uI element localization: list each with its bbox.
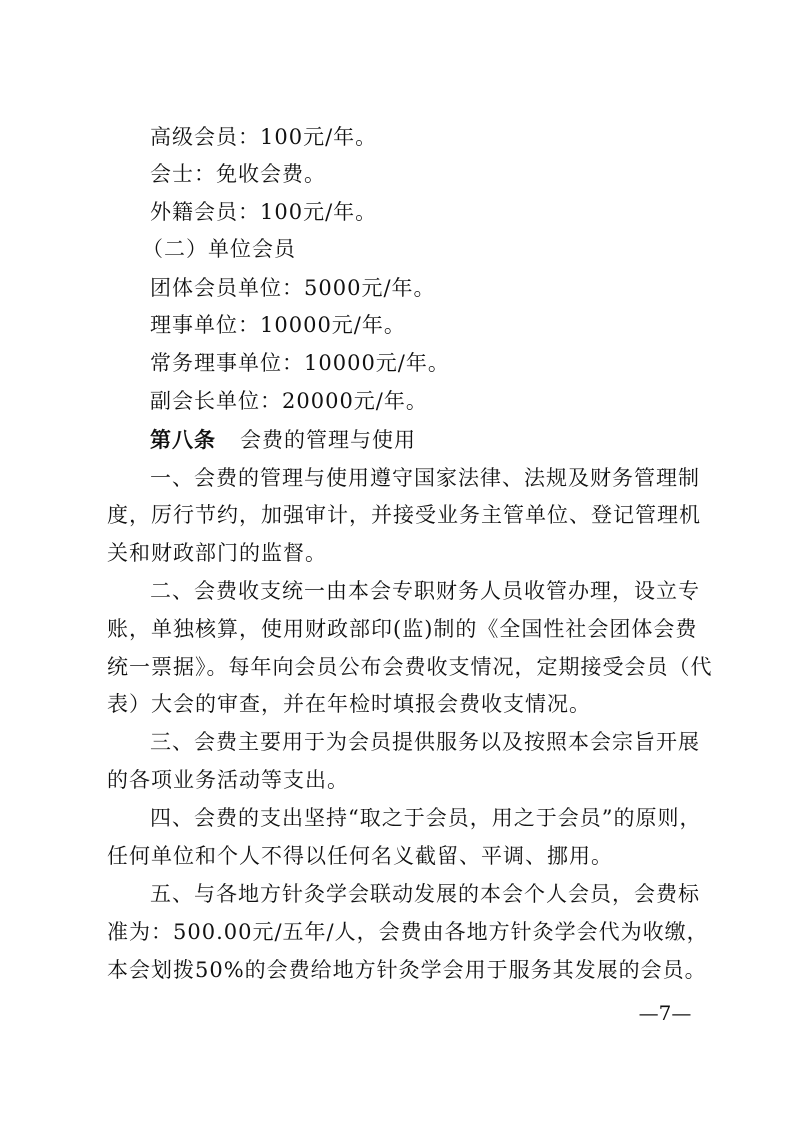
paragraph-5-line-1: 五、与各地方针灸学会联动发展的本会个人会员，会费标 <box>150 882 700 906</box>
fee-director-unit: 理事单位：10000元/年。 <box>150 313 406 337</box>
paragraph-1-line-3: 关和财政部门的监督。 <box>107 541 327 565</box>
paragraph-2-line-2: 账，单独核算，使用财政部印(监)制的《全国性社会团体会费 <box>107 617 698 641</box>
paragraph-1-line-2: 度，厉行节约，加强审计，并接受业务主管单位、登记管理机 <box>107 503 701 527</box>
fee-fellow: 会士：免收会费。 <box>150 162 326 186</box>
paragraph-2-line-1: 二、会费收支统一由本会专职财务人员收管办理，设立专 <box>150 579 700 603</box>
paragraph-4-line-1: 四、会费的支出坚持“取之于会员，用之于会员”的原则， <box>150 806 702 830</box>
unit-member-heading: （二）单位会员 <box>142 237 296 261</box>
article-heading <box>150 421 698 459</box>
article-label: 第八条 <box>150 427 216 452</box>
paragraph-4-line-2: 任何单位和个人不得以任何名义截留、平调、挪用。 <box>107 844 613 868</box>
paragraph-3-line-2: 的各项业务活动等支出。 <box>107 768 349 792</box>
fee-standing-director-unit: 常务理事单位：10000元/年。 <box>150 351 450 375</box>
paragraph-3-line-1: 三、会费主要用于为会员提供服务以及按照本会宗旨开展 <box>150 730 700 754</box>
paragraph-5-line-2: 准为：500.00元/五年/人，会费由各地方针灸学会代为收缴， <box>107 920 709 944</box>
fee-vice-president-unit: 副会长单位：20000元/年。 <box>150 389 428 413</box>
fee-group-unit: 团体会员单位：5000元/年。 <box>150 276 436 300</box>
paragraph-1-line-1: 一、会费的管理与使用遵守国家法律、法规及财务管理制 <box>150 466 700 490</box>
article-title: 会费的管理与使用 <box>240 428 416 452</box>
paragraph-2-line-4: 表）大会的审查，并在年检时填报会费收支情况。 <box>107 692 591 716</box>
paragraph-2-line-3: 统一票据》。每年向会员公布会费收支情况，定期接受会员（代 <box>107 655 713 679</box>
fee-senior-member: 高级会员：100元/年。 <box>150 125 378 149</box>
page-number: —7— <box>638 1001 692 1025</box>
fee-foreign-member: 外籍会员：100元/年。 <box>150 200 378 224</box>
paragraph-5-line-3: 本会划拨50%的会费给地方针灸学会用于服务其发展的会员。 <box>107 958 707 982</box>
